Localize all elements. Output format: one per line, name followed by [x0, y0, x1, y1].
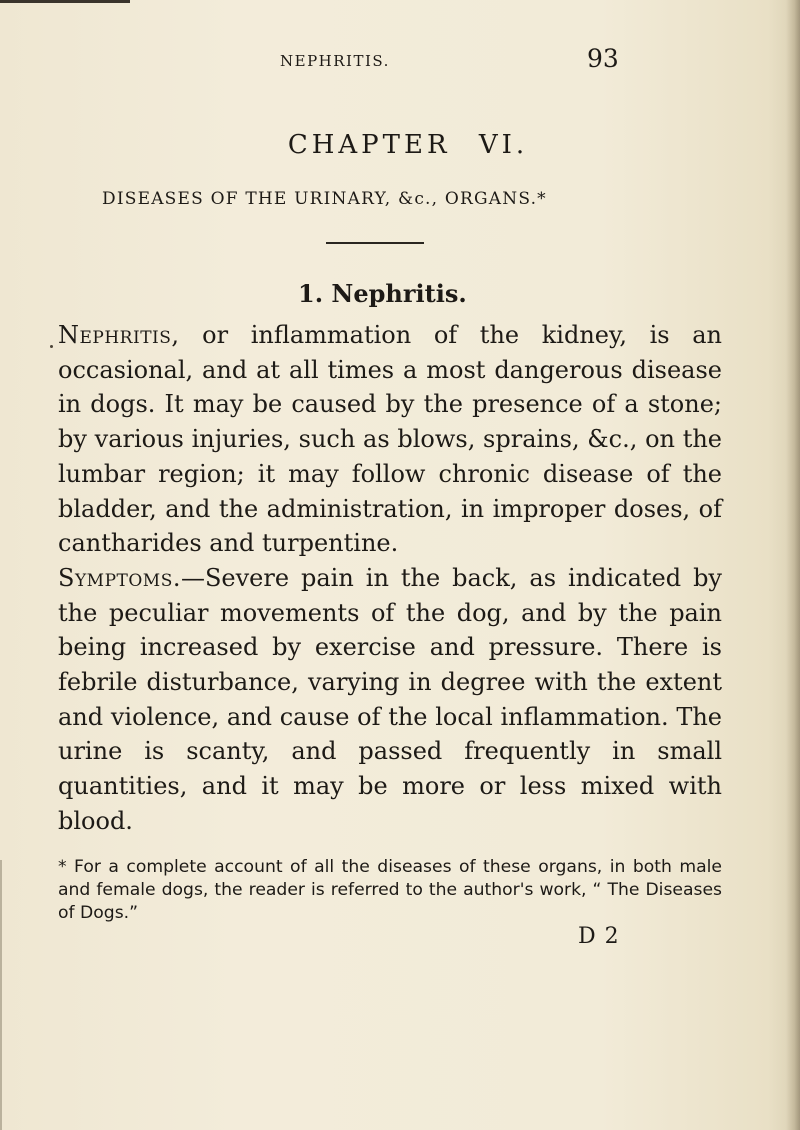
chapter-word: CHAPTER	[287, 130, 451, 160]
signature-mark: D 2	[578, 924, 620, 949]
paragraph-text: —Severe pain in the back, as indicated by the peculiar movements of the dog, and by the pain being increased by exercise and pressure. There is febrile disturbance, varying in degree with the extent and violence, and cause of the local inflammation. The urine is scanty, and passed frequently in small quantities, and it may be more or less mixed with blood.	[58, 563, 722, 835]
chapter-subtitle: DISEASES OF THE URINARY, &c., ORGANS.*	[102, 189, 547, 209]
footnote-text: * For a complete account of all the diseases of these organs, in both male and female dogs, the reader is referred to the author's work, “ The Diseases of Dogs.”	[58, 857, 722, 923]
paragraph-lead: Nephritis,	[58, 321, 180, 349]
margin-dot	[50, 345, 53, 348]
body-text	[58, 318, 722, 839]
spine-shadow	[786, 0, 800, 1130]
running-head: NEPHRITIS.	[280, 52, 390, 70]
top-rule	[0, 0, 130, 3]
footnote	[58, 856, 722, 925]
paragraph-text: or inflammation of the kidney, is an occasional, and at all times a most dangerous disease in dogs. It may be caused by the presence of a stone; by various injuries, such as blows, sprains, &c., on the lumbar region; it may follow chronic disease of the bladder, and the administration, in improper doses, of cantharides and turpentine.	[58, 321, 722, 558]
paragraph-symptoms	[58, 561, 722, 839]
chapter-number: VI.	[478, 130, 529, 160]
paragraph-lead: Symptoms.	[58, 563, 181, 592]
divider-rule	[326, 242, 424, 244]
page-edge-mark	[0, 860, 2, 1130]
chapter-title	[0, 130, 800, 160]
section-heading: 1. Nephritis.	[298, 279, 467, 308]
paragraph-nephritis	[58, 318, 722, 561]
page-number: 93	[587, 44, 619, 73]
